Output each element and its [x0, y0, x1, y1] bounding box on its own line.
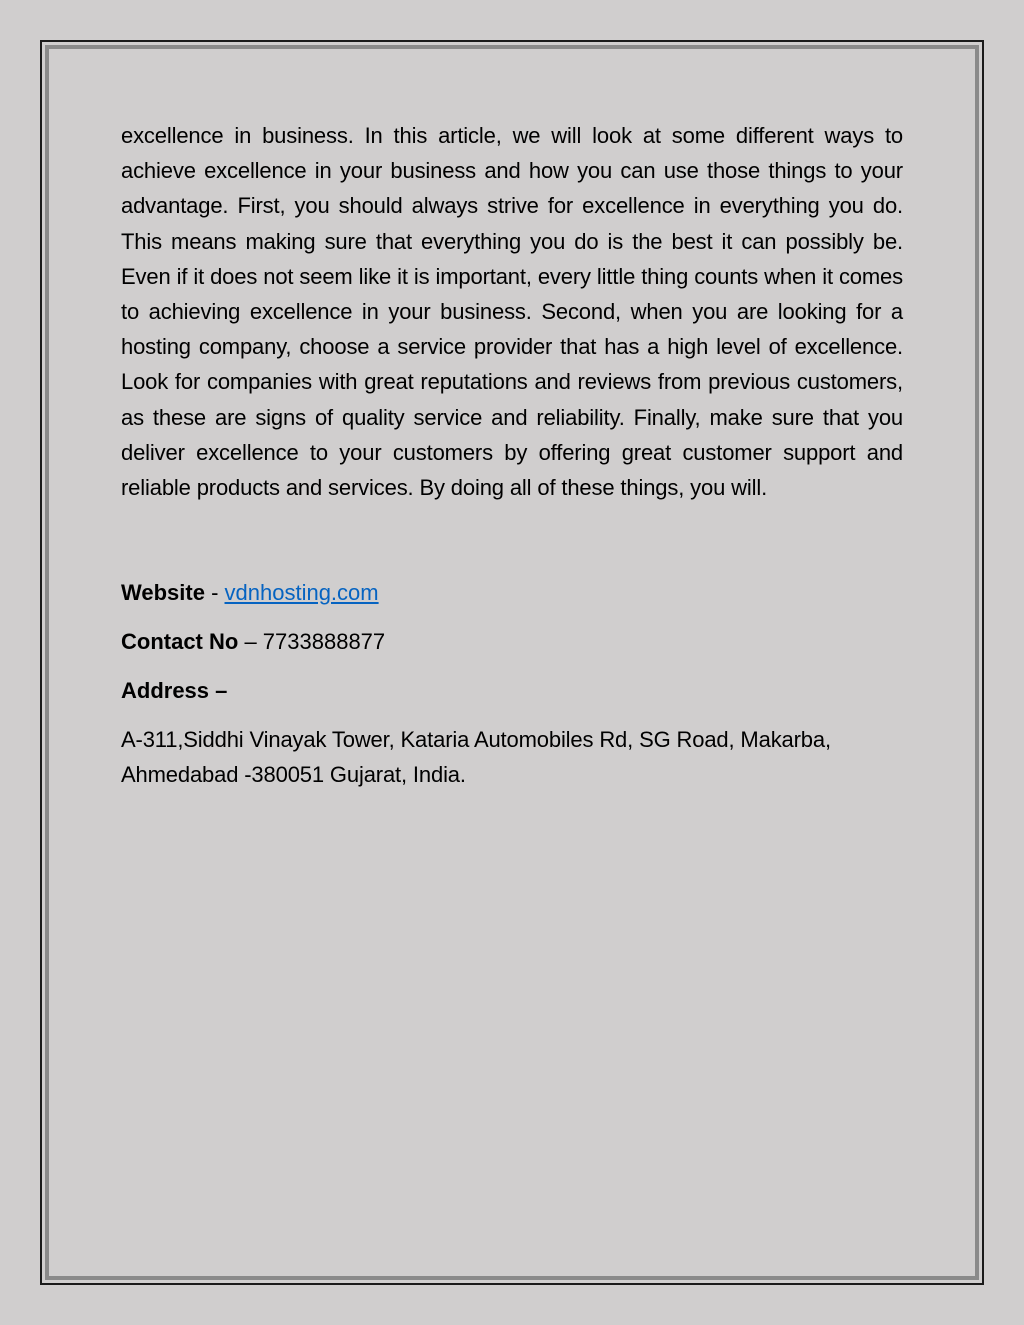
contact-label: Contact No — [121, 629, 239, 655]
address-label: Address – — [121, 678, 228, 704]
contact-line — [121, 624, 903, 659]
body-paragraph: excellence in business. In this article, we will look at some different ways to achieve excellence in your business and how you can use those things to your advantage. First, you should always strive for excellence in everything you do. This means making sure that everything you do is the best it can possibly be. Even if it does not seem like it is important, every little thing counts when it comes to achieving excellence in your business. Second, when you are looking for a hosting company, choose a service provider that has a high level of excellence. Look for companies with great reputations and reviews from previous customers, as these are signs of quality service and reliability. Finally, make sure that you deliver excellence to your customers by offering great customer support and reliable products and services. By doing all of these things, you will. — [121, 123, 903, 501]
document-content — [121, 118, 903, 792]
contact-number: 7733888877 — [262, 629, 386, 655]
contact-separator: – — [238, 629, 263, 655]
website-line — [121, 575, 903, 610]
website-link[interactable]: vdnhosting.com — [224, 580, 379, 606]
address-text — [121, 722, 903, 792]
address-heading-line — [121, 673, 903, 708]
website-separator: - — [204, 580, 225, 606]
contact-info — [121, 575, 903, 792]
website-label: Website — [121, 580, 205, 606]
address-line-2: Ahmedabad -380051 Gujarat, India. — [121, 762, 466, 788]
address-line-1: A-311,Siddhi Vinayak Tower, Kataria Automobiles Rd, SG Road, Makarba, — [121, 727, 831, 753]
